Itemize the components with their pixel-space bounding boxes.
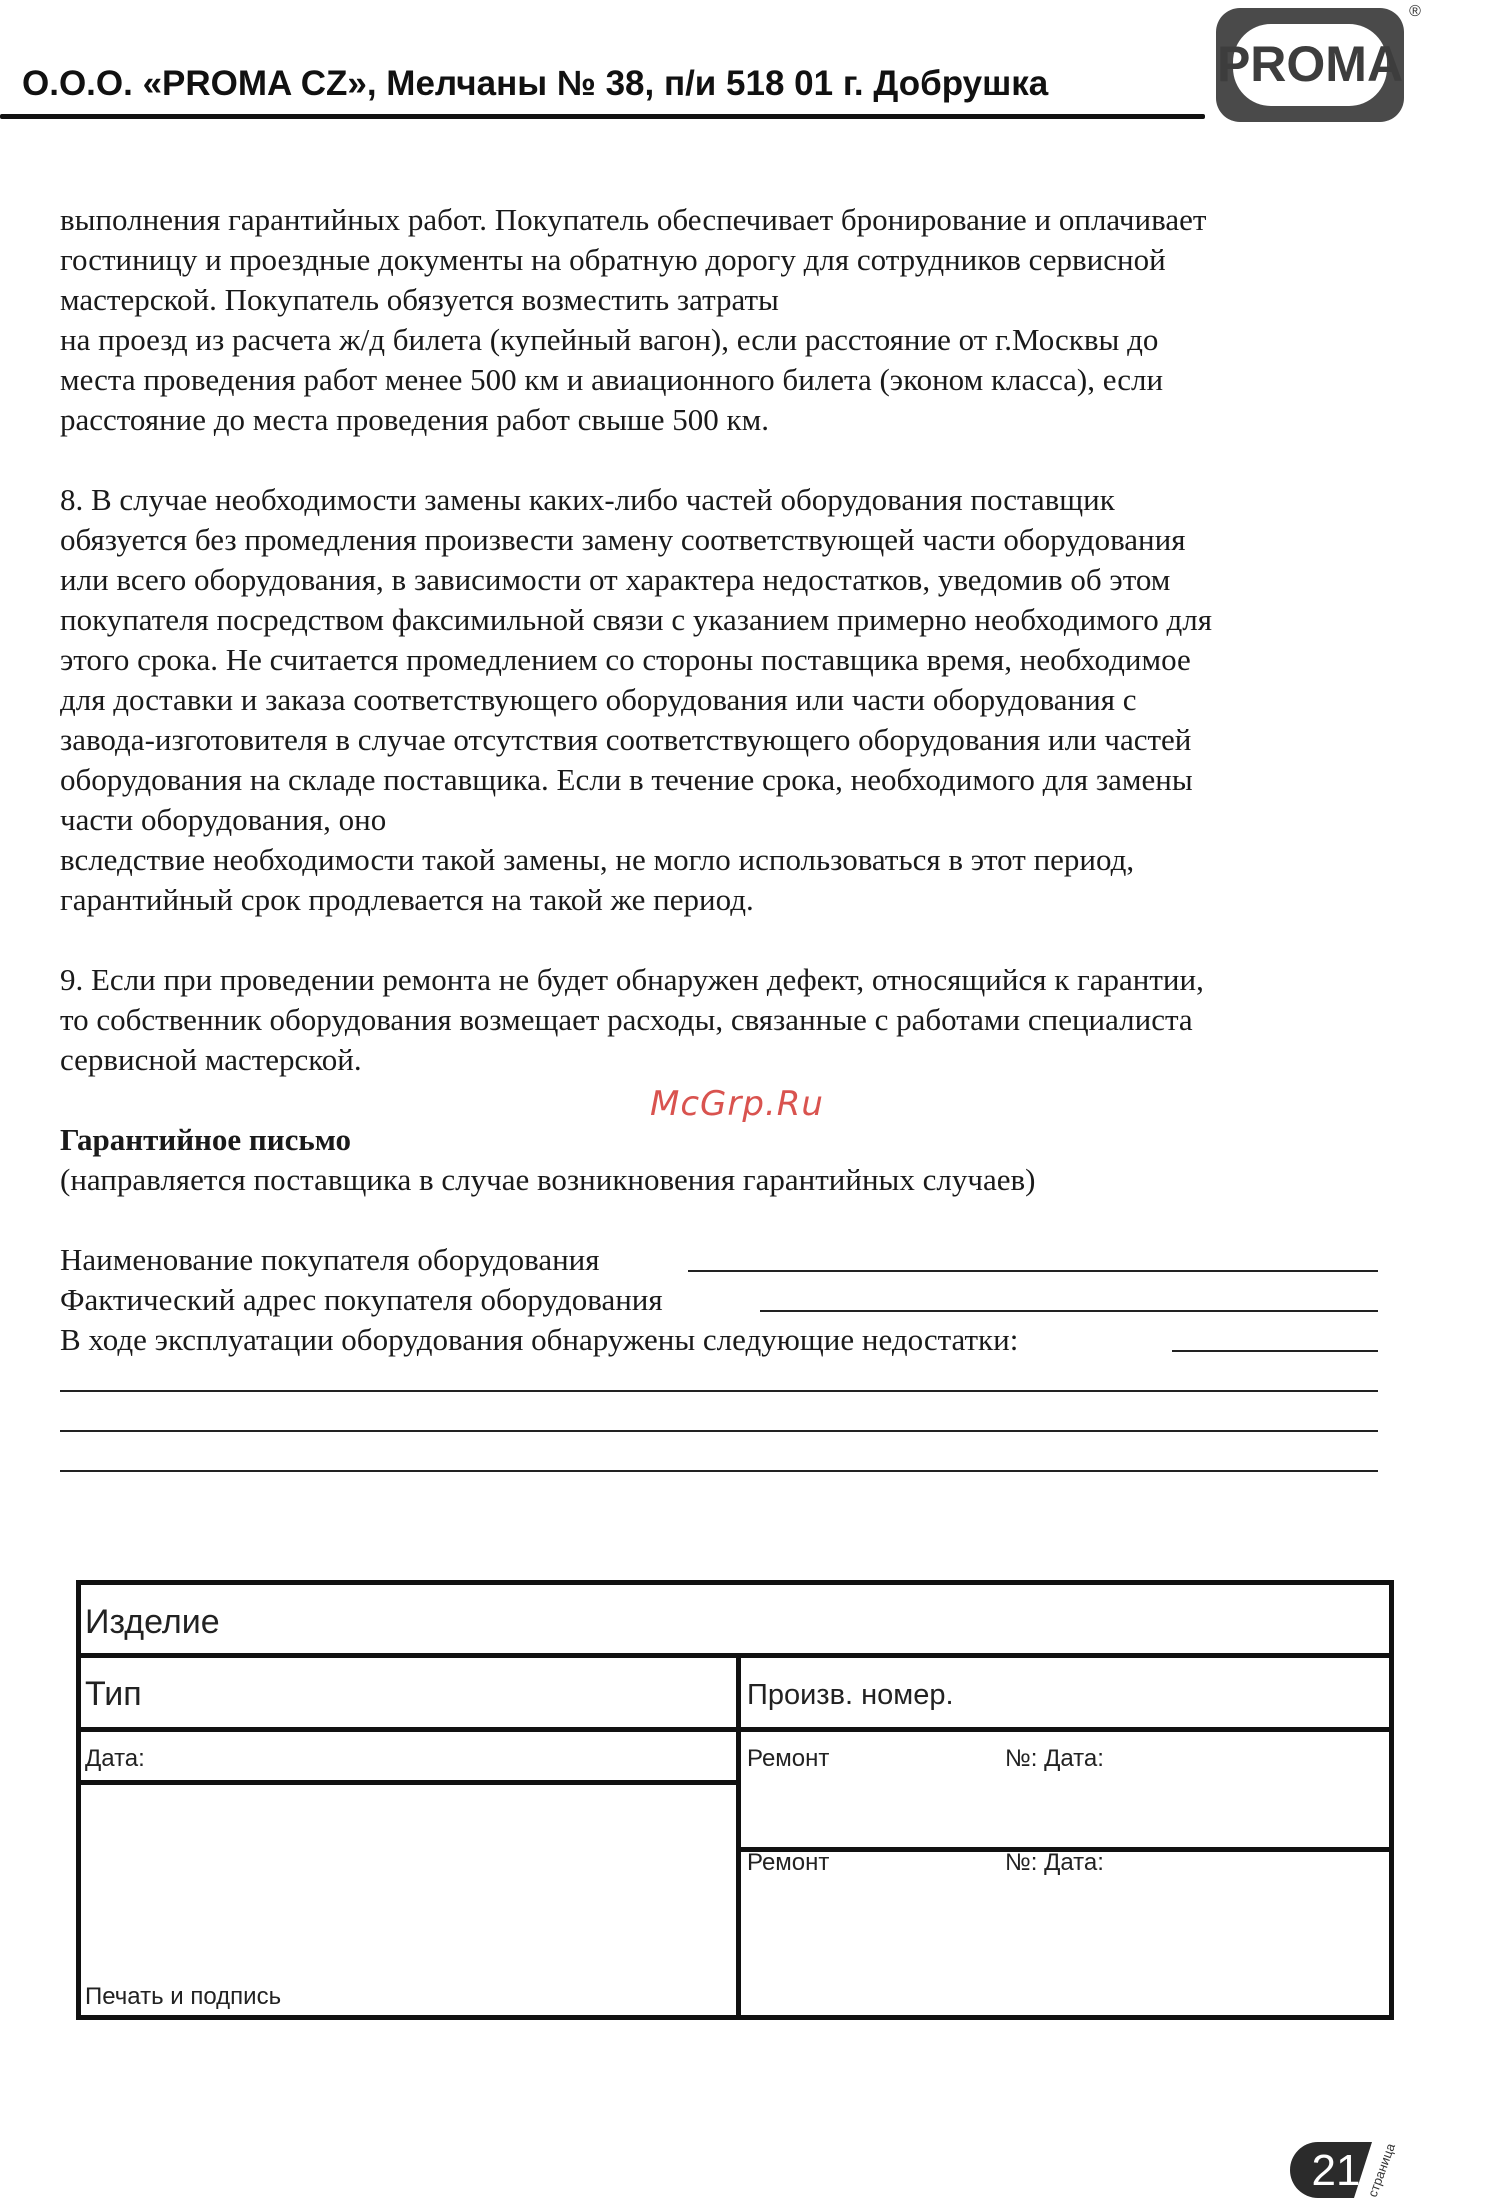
logo-text: PROMA: [1216, 36, 1404, 92]
text-line: вследствие необходимости такой замены, не могло использоваться в этот период,: [60, 842, 1135, 877]
product-repair-form: [76, 1580, 1394, 2020]
paragraph-1: [60, 200, 1420, 440]
buyer-name-blank: [688, 1270, 1378, 1272]
form-divider: [81, 1653, 1389, 1658]
product-label: Изделие: [85, 1603, 220, 1641]
text-line: мастерской. Покупатель обязуется возместить затраты: [60, 282, 779, 317]
repair-2-number-date: №: Дата:: [1005, 1849, 1104, 1876]
defects-line-1[interactable]: [60, 1360, 1420, 1400]
document-body: [60, 200, 1420, 1480]
letter-subtitle: (направляется поставщика в случае возникновения гарантийных случаев): [60, 1162, 1036, 1197]
text-line: покупателя посредством факсимильной связи с указанием примерно необходимого для: [60, 602, 1212, 637]
header-rule: [0, 114, 1205, 119]
page-number-badge: [1288, 2138, 1398, 2200]
buyer-name-field[interactable]: [60, 1240, 1420, 1280]
text-line: этого срока. Не считается промедлением со стороны поставщика время, необходимое: [60, 642, 1191, 677]
paragraph-8: [60, 480, 1420, 920]
form-divider: [81, 1727, 1389, 1732]
buyer-address-blank: [760, 1310, 1378, 1312]
text-line: обязуется без промедления произвести замену соответствующей части оборудования: [60, 522, 1186, 557]
text-line: или всего оборудования, в зависимости от характера недостатков, уведомив об этом: [60, 562, 1171, 597]
text-line: гостиницу и проездные документы на обратную дорогу для сотрудников сервисной: [60, 242, 1166, 277]
page-number: 21: [1311, 2146, 1361, 2195]
watermark: McGrp.Ru: [650, 1084, 824, 1124]
defects-field[interactable]: [60, 1320, 1420, 1360]
type-label: Тип: [85, 1675, 142, 1713]
buyer-name-label: Наименование покупателя оборудования: [60, 1242, 600, 1277]
defects-blank: [1172, 1350, 1378, 1352]
defects-line-2[interactable]: [60, 1400, 1420, 1440]
buyer-address-field[interactable]: [60, 1280, 1420, 1320]
date-label: Дата:: [85, 1745, 145, 1772]
form-divider: [81, 1780, 736, 1785]
defects-line-3[interactable]: [60, 1440, 1420, 1480]
text-line: 9. Если при проведении ремонта не будет обнаружен дефект, относящийся к гарантии,: [60, 962, 1204, 997]
text-line: то собственник оборудования возмещает расходы, связанные с работами специалиста: [60, 1002, 1193, 1037]
text-line: сервисной мастерской.: [60, 1042, 362, 1077]
text-line: гарантийный срок продлевается на такой же период.: [60, 882, 754, 917]
letter-title: Гарантийное письмо: [60, 1122, 352, 1157]
defects-label: В ходе эксплуатации оборудования обнаружены следующие недостатки:: [60, 1322, 1019, 1357]
warranty-letter: [60, 1120, 1420, 1200]
registered-mark: ®: [1409, 3, 1421, 20]
text-line: для доставки и заказа соответствующего оборудования или части оборудования с: [60, 682, 1137, 717]
warranty-fields: [60, 1240, 1420, 1480]
text-line: 8. В случае необходимости замены каких-либо частей оборудования поставщик: [60, 482, 1115, 517]
text-line: выполнения гарантийных работ. Покупатель обеспечивает бронирование и оплачивает: [60, 202, 1207, 237]
proma-logo: [1213, 2, 1423, 126]
text-line: расстояние до места проведения работ свыше 500 км.: [60, 402, 769, 437]
repair-2-label: Ремонт: [747, 1849, 830, 1876]
form-divider: [736, 1653, 741, 2015]
repair-1-number-date: №: Дата:: [1005, 1745, 1104, 1772]
buyer-address-label: Фактический адрес покупателя оборудования: [60, 1282, 663, 1317]
stamp-signature-label: Печать и подпись: [85, 1983, 282, 2010]
text-line: завода-изготовителя в случае отсутствия соответствующего оборудования или частей: [60, 722, 1192, 757]
text-line: оборудования на складе поставщика. Если в течение срока, необходимого для замены: [60, 762, 1193, 797]
company-address-line: О.О.О. «PROMA CZ», Мелчаны № 38, п/и 518 01 г. Добрушка: [22, 64, 1049, 103]
text-line: на проезд из расчета ж/д билета (купейный вагон), если расстояние от г.Москвы до: [60, 322, 1159, 357]
repair-1-label: Ремонт: [747, 1745, 830, 1772]
page-word: страница: [1364, 2141, 1398, 2200]
text-line: места проведения работ менее 500 км и авиационного билета (эконом класса), если: [60, 362, 1164, 397]
text-line: части оборудования, оно: [60, 802, 387, 837]
serial-number-label: Произв. номер.: [747, 1679, 954, 1711]
paragraph-9: [60, 960, 1420, 1080]
